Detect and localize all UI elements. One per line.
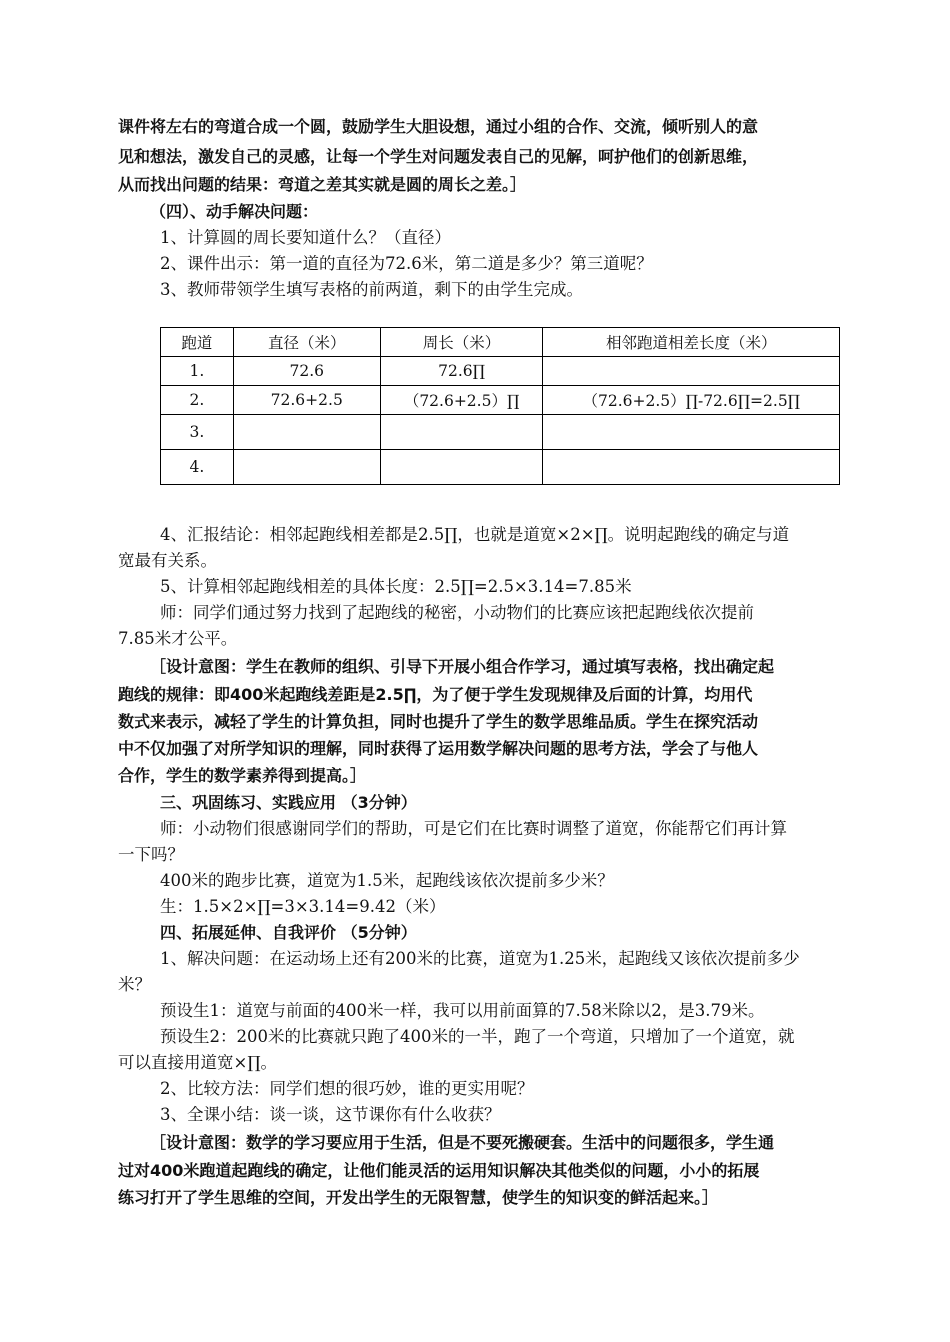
paragraph-line: 一下吗？ bbox=[118, 845, 184, 864]
section-heading: （四）、动手解决问题： bbox=[150, 202, 319, 221]
table-header-row bbox=[161, 328, 840, 357]
track-table bbox=[160, 327, 840, 485]
design-intent-line: 合作，学生的数学素养得到提高。］ bbox=[118, 766, 367, 785]
paragraph-line: 从而找出问题的结果：弯道之差其实就是圆的周长之差。］ bbox=[118, 175, 527, 194]
table-cell: 4. bbox=[161, 450, 234, 485]
table-cell: 72.6 bbox=[233, 357, 380, 386]
design-intent-line: 练习打开了学生思维的空间，开发出学生的无限智慧，使学生的知识变的鲜活起来。］ bbox=[118, 1188, 719, 1207]
table-row bbox=[161, 357, 840, 386]
paragraph-line: 4、汇报结论：相邻起跑线相差都是2.5∏，也就是道宽×2×∏。说明起跑线的确定与道 bbox=[160, 525, 790, 544]
paragraph-line: 5、计算相邻起跑线相差的具体长度：2.5∏=2.5×3.14=7.85米 bbox=[160, 577, 632, 596]
design-intent-line: ［设计意图：学生在教师的组织、引导下开展小组合作学习，通过填写表格，找出确定起 bbox=[150, 657, 775, 676]
table-header-cell: 相邻跑道相差长度（米） bbox=[543, 328, 840, 357]
paragraph-line: 预设生1：道宽与前面的400米一样，我可以用前面算的7.58米除以2，是3.79米。 bbox=[160, 1001, 765, 1020]
table-cell: 1. bbox=[161, 357, 234, 386]
table-cell: 2. bbox=[161, 386, 234, 415]
paragraph-line: 可以直接用道宽×∏。 bbox=[118, 1053, 277, 1072]
paragraph-line: 生：1.5×2×∏=3×3.14=9.42（米） bbox=[160, 897, 446, 916]
table-cell bbox=[543, 450, 840, 485]
table-cell bbox=[233, 415, 380, 450]
table-cell: （72.6+2.5）∏-72.6∏=2.5∏ bbox=[543, 386, 840, 415]
table-row bbox=[161, 415, 840, 450]
paragraph-line: 师：同学们通过努力找到了起跑线的秘密，小动物们的比赛应该把起跑线依次提前 bbox=[160, 603, 754, 622]
table-header-cell: 周长（米） bbox=[380, 328, 543, 357]
table-cell: 72.6∏ bbox=[380, 357, 543, 386]
paragraph-line: 宽最有关系。 bbox=[118, 551, 217, 570]
table-header-cell: 跑道 bbox=[161, 328, 234, 357]
paragraph-line: 1、解决问题：在运动场上还有200米的比赛，道宽为1.25米，起跑线又该依次提前多少 bbox=[160, 949, 800, 968]
section-heading: 三、巩固练习、实践应用 （3分钟） bbox=[160, 793, 417, 812]
table-row bbox=[161, 450, 840, 485]
design-intent-line: 跑线的规律：即400米起跑线差距是2.5∏，为了便于学生发现规律及后面的计算，均用代 bbox=[118, 685, 753, 704]
table-row bbox=[161, 386, 840, 415]
design-intent-line: 数式来表示，减轻了学生的计算负担，同时也提升了学生的数学思维品质。学生在探究活动 bbox=[118, 712, 759, 731]
design-intent-line: 过对400米跑道起跑线的确定，让他们能灵活的运用知识解决其他类似的问题，小小的拓展 bbox=[118, 1161, 760, 1180]
table-cell: 3. bbox=[161, 415, 234, 450]
design-intent-line: ［设计意图：数学的学习要应用于生活，但是不要死搬硬套。生活中的问题很多，学生通 bbox=[150, 1133, 775, 1152]
design-intent-line: 中不仅加强了对所学知识的理解，同时获得了运用数学解决问题的思考方法，学会了与他人 bbox=[118, 739, 759, 758]
table-header-cell: 直径（米） bbox=[233, 328, 380, 357]
paragraph-line: 师：小动物们很感谢同学们的帮助，可是它们在比赛时调整了道宽，你能帮它们再计算 bbox=[160, 819, 787, 838]
table-cell bbox=[380, 415, 543, 450]
table-cell bbox=[380, 450, 543, 485]
paragraph-line: 7.85米才公平。 bbox=[118, 629, 238, 648]
paragraph-line: 课件将左右的弯道合成一个圆，鼓励学生大胆设想，通过小组的合作、交流，倾听别人的意 bbox=[118, 117, 759, 136]
paragraph-line: 400米的跑步比赛，道宽为1.5米，起跑线该依次提前多少米？ bbox=[160, 871, 614, 890]
table-cell bbox=[543, 415, 840, 450]
paragraph-line: 2、比较方法：同学们想的很巧妙，谁的更实用呢？ bbox=[160, 1079, 534, 1098]
paragraph-line: 米？ bbox=[118, 975, 151, 994]
paragraph-line: 1、计算圆的周长要知道什么？（直径） bbox=[160, 228, 451, 247]
paragraph-line: 2、课件出示：第一道的直径为72.6米，第二道是多少？第三道呢？ bbox=[160, 254, 653, 273]
table-cell bbox=[233, 450, 380, 485]
paragraph-line: 见和想法，激发自己的灵感，让每一个学生对问题发表自己的见解，呵护他们的创新思维， bbox=[118, 147, 759, 166]
section-heading: 四、拓展延伸、自我评价 （5分钟） bbox=[160, 923, 417, 942]
table-cell bbox=[543, 357, 840, 386]
paragraph-line: 3、教师带领学生填写表格的前两道，剩下的由学生完成。 bbox=[160, 280, 583, 299]
paragraph-line: 3、全课小结：谈一谈，这节课你有什么收获？ bbox=[160, 1105, 501, 1124]
paragraph-line: 预设生2：200米的比赛就只跑了400米的一半，跑了一个弯道，只增加了一个道宽，就 bbox=[160, 1027, 795, 1046]
table-cell: （72.6+2.5）∏ bbox=[380, 386, 543, 415]
table-cell: 72.6+2.5 bbox=[233, 386, 380, 415]
